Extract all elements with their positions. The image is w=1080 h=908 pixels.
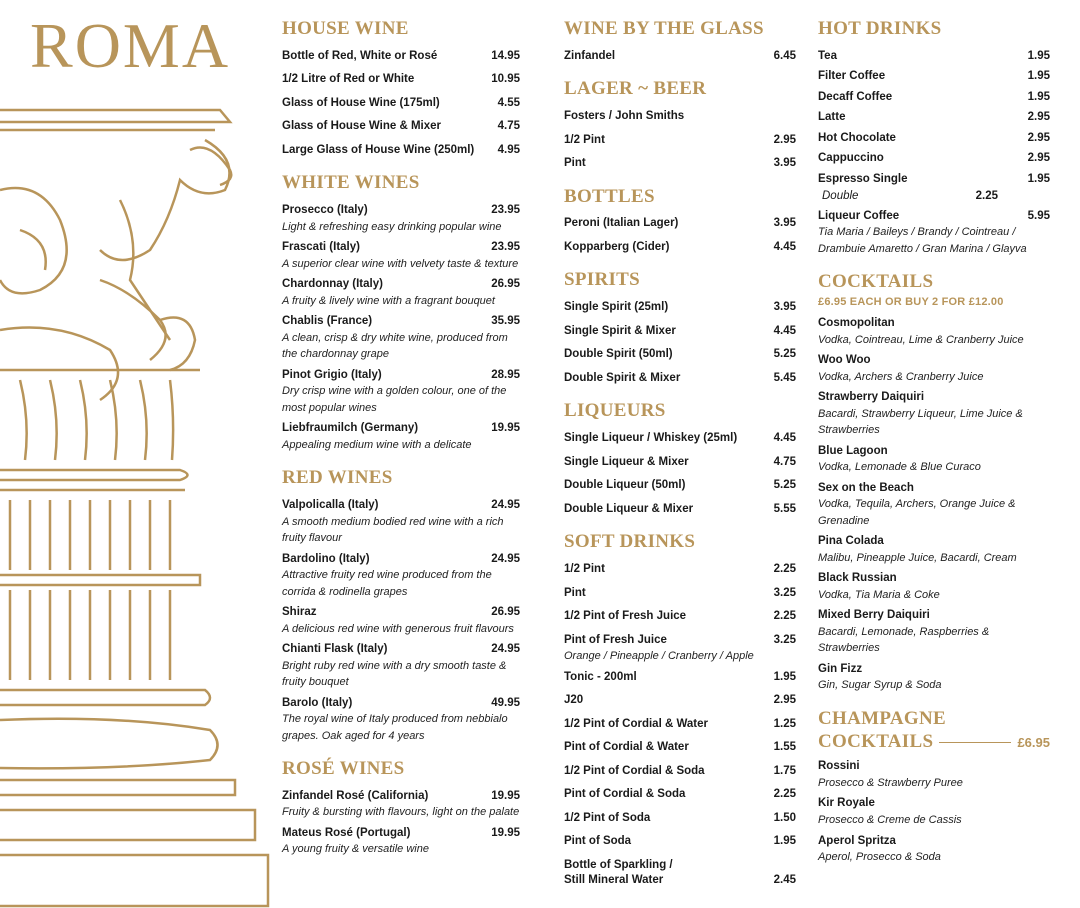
menu-item-price: 2.45 bbox=[773, 874, 796, 887]
menu-item-name: Woo Woo bbox=[818, 354, 871, 367]
menu-item-desc: The royal wine of Italy produced from nebbialo grapes. Oak aged for 4 years bbox=[282, 713, 508, 742]
menu-item-desc: Prosecco & Strawberry Puree bbox=[818, 776, 963, 789]
menu-column-2 bbox=[564, 18, 796, 903]
menu-item-name: Peroni (Italian Lager) bbox=[564, 217, 679, 230]
menu-item-price: 23.95 bbox=[491, 204, 520, 217]
hot-drinks-section bbox=[818, 18, 1050, 257]
menu-item-price: 2.95 bbox=[1027, 111, 1050, 124]
lager-beer-section bbox=[564, 78, 796, 171]
menu-item-price: 4.55 bbox=[497, 96, 520, 109]
menu-item-name: Kopparberg (Cider) bbox=[564, 240, 670, 253]
menu-column-3 bbox=[818, 18, 1050, 880]
menu-item-desc: Aperol, Prosecco & Soda bbox=[818, 851, 941, 864]
menu-item-price: 4.75 bbox=[497, 120, 520, 133]
menu-item-price: 1.25 bbox=[773, 717, 796, 730]
menu-item-name: Single Liqueur / Whiskey (25ml) bbox=[564, 432, 738, 445]
menu-item-name: Glass of House Wine (175ml) bbox=[282, 96, 440, 109]
menu-item-name: Latte bbox=[818, 111, 846, 124]
divider-line bbox=[939, 742, 1011, 743]
menu-item-desc: Bright ruby red wine with a dry smooth taste & fruity bouquet bbox=[282, 659, 507, 689]
menu-item-name: Black Russian bbox=[818, 572, 897, 585]
brand-logo: ROMA bbox=[30, 10, 231, 81]
menu-item-price: 19.95 bbox=[491, 826, 520, 839]
section-title: LAGER ~ BEER bbox=[564, 78, 707, 100]
menu-item-name: Filter Coffee bbox=[818, 70, 886, 83]
menu-item-name: Pint of Soda bbox=[564, 835, 632, 848]
menu-item-desc: Bacardi, Strawberry Liqueur, Lime Juice & Strawberries bbox=[818, 407, 1023, 437]
menu-item-name: 1/2 Pint of Cordial & Soda bbox=[564, 764, 705, 777]
menu-item-price: 4.45 bbox=[773, 432, 796, 445]
menu-item-name: Single Liqueur & Mixer bbox=[564, 455, 689, 468]
menu-item-name: Shiraz bbox=[282, 606, 317, 619]
menu-item-desc: A fruity & lively wine with a fragrant bouquet bbox=[282, 294, 495, 307]
menu-item-price: 5.25 bbox=[773, 348, 796, 361]
red-wines-section bbox=[282, 467, 520, 744]
menu-item-name: Strawberry Daiquiri bbox=[818, 391, 925, 404]
menu-item-price: 4.75 bbox=[773, 455, 796, 468]
section-title: CHAMPAGNE bbox=[818, 707, 946, 729]
menu-item-name: Bardolino (Italy) bbox=[282, 552, 370, 565]
menu-item-price: 2.25 bbox=[773, 563, 796, 575]
menu-item-price: 23.95 bbox=[491, 241, 520, 254]
menu-item-name: Kir Royale bbox=[818, 797, 875, 810]
menu-item-price: 2.95 bbox=[773, 694, 796, 707]
menu-item-price: 1.95 bbox=[1027, 70, 1050, 83]
menu-item-name: Fosters / John Smiths bbox=[564, 110, 685, 123]
menu-item-name: Valpolicalla (Italy) bbox=[282, 499, 379, 512]
menu-item-name: Prosecco (Italy) bbox=[282, 204, 368, 217]
cocktails-section bbox=[818, 271, 1050, 693]
menu-item-name: Espresso Single bbox=[818, 172, 908, 185]
menu-item-price: 3.25 bbox=[773, 633, 796, 646]
soft-drinks-section bbox=[564, 531, 796, 889]
menu-column-1 bbox=[282, 18, 520, 872]
rose-wines-section bbox=[282, 758, 520, 858]
menu-item-name: Large Glass of House Wine (250ml) bbox=[282, 143, 475, 156]
menu-item-price: 3.95 bbox=[773, 301, 796, 314]
menu-item-name: Gin Fizz bbox=[818, 662, 863, 675]
menu-item-desc: Vodka, Tequila, Archers, Orange Juice & Grenadine bbox=[818, 498, 1016, 527]
menu-item-price: 1.95 bbox=[1027, 49, 1050, 62]
menu-item-price: 35.95 bbox=[491, 315, 520, 328]
section-title: LIQUEURS bbox=[564, 400, 666, 422]
menu-item-price: 24.95 bbox=[491, 643, 520, 656]
menu-item-price: 5.45 bbox=[773, 371, 796, 384]
menu-item-price: 2.95 bbox=[1027, 131, 1050, 144]
menu-item-price: 2.95 bbox=[1027, 152, 1050, 165]
menu-item-desc: Malibu, Pineapple Juice, Bacardi, Cream bbox=[818, 551, 1017, 564]
menu-item-name: Pina Colada bbox=[818, 535, 884, 548]
menu-item-desc: Prosecco & Creme de Cassis bbox=[818, 814, 962, 826]
menu-item-desc: A smooth medium bodied red wine with a rich fruity flavour bbox=[282, 515, 504, 545]
menu-item-desc: A superior clear wine with velvety taste & texture bbox=[282, 257, 519, 270]
champagne-price: £6.95 bbox=[1017, 734, 1050, 750]
section-title: HOT DRINKS bbox=[818, 18, 942, 39]
menu-item-name: Pint of Cordial & Water bbox=[564, 741, 689, 754]
wine-by-glass-section bbox=[564, 18, 796, 64]
menu-item-name: Liebfraumilch (Germany) bbox=[282, 422, 419, 435]
menu-item-price: 26.95 bbox=[491, 606, 520, 619]
menu-item-price: 49.95 bbox=[491, 696, 520, 709]
menu-item-name: Cosmopolitan bbox=[818, 317, 895, 330]
menu-item-price: 3.95 bbox=[773, 217, 796, 230]
menu-item-desc: Orange / Pineapple / Cranberry / Apple bbox=[564, 650, 754, 663]
section-title: SOFT DRINKS bbox=[564, 531, 696, 553]
menu-item-name: Double bbox=[822, 190, 859, 203]
section-title: RED WINES bbox=[282, 467, 393, 489]
menu-item-name: Zinfandel Rosé (California) bbox=[282, 789, 429, 802]
menu-item-name: Aperol Spritza bbox=[818, 834, 896, 847]
menu-item-desc: Gin, Sugar Syrup & Soda bbox=[818, 679, 942, 692]
menu-item-name: Decaff Coffee bbox=[818, 90, 893, 103]
menu-item-desc: Dry crisp wine with a golden colour, one of the most popular wines bbox=[282, 385, 507, 414]
menu-item-desc: A clean, crisp & dry white wine, produced from the chardonnay grape bbox=[282, 331, 508, 361]
menu-item-name: Sex on the Beach bbox=[818, 481, 914, 494]
spirits-section bbox=[564, 269, 796, 386]
menu-item-name: Pint of Cordial & Soda bbox=[564, 788, 686, 801]
menu-item-price: 19.95 bbox=[491, 422, 520, 435]
menu-item-price: 3.95 bbox=[773, 157, 796, 170]
menu-item-price: 1.95 bbox=[773, 835, 796, 848]
menu-item-price: 1.95 bbox=[773, 670, 796, 683]
menu-item-name: Chablis (France) bbox=[282, 315, 373, 328]
menu-item-name: Bottle of Sparkling / Still Mineral Water bbox=[564, 858, 673, 887]
section-title: SPIRITS bbox=[564, 269, 641, 291]
white-wines-section bbox=[282, 172, 520, 453]
menu-item-desc: A delicious red wine with generous fruit flavours bbox=[282, 622, 514, 635]
column-illustration bbox=[0, 80, 270, 908]
menu-item-desc: A young fruity & versatile wine bbox=[282, 843, 429, 856]
champagne-cocktails-section bbox=[818, 708, 1050, 866]
menu-item-price: 5.95 bbox=[1027, 209, 1050, 222]
menu-item-price: 2.25 bbox=[975, 190, 998, 203]
menu-item-name: Tea bbox=[818, 49, 837, 62]
menu-item-price: 1.95 bbox=[1027, 90, 1050, 103]
menu-item-price: 19.95 bbox=[491, 789, 520, 802]
menu-item-name: Pint bbox=[564, 157, 586, 170]
menu-item-price: 6.45 bbox=[773, 49, 796, 62]
menu-item-name: Chardonnay (Italy) bbox=[282, 278, 383, 291]
house-wine-section bbox=[282, 18, 520, 158]
section-title: WINE BY THE GLASS bbox=[564, 18, 764, 39]
cocktail-offer: £6.95 EACH OR BUY 2 FOR £12.00 bbox=[818, 296, 1004, 309]
menu-item-price: 1.55 bbox=[773, 741, 796, 754]
section-title: WHITE WINES bbox=[282, 172, 420, 194]
menu-item-desc: Attractive fruity red wine produced from the corrida & rodinella grapes bbox=[282, 569, 492, 598]
menu-item-name: Barolo (Italy) bbox=[282, 696, 353, 709]
section-title: COCKTAILS bbox=[818, 730, 934, 752]
menu-item-name: 1/2 Pint bbox=[564, 133, 605, 146]
menu-item-desc: Light & refreshing easy drinking popular wine bbox=[282, 220, 502, 233]
menu-item-name: Chianti Flask (Italy) bbox=[282, 643, 388, 656]
section-title: HOUSE WINE bbox=[282, 18, 409, 39]
section-title: COCKTAILS bbox=[818, 271, 934, 293]
section-title: ROSÉ WINES bbox=[282, 758, 405, 780]
menu-item-price: 14.95 bbox=[491, 49, 520, 62]
menu-item-price: 28.95 bbox=[491, 368, 520, 381]
menu-item-desc: Fruity & bursting with flavours, light on the palate bbox=[282, 806, 520, 819]
menu-item-name: Rossini bbox=[818, 760, 860, 773]
menu-item-name: Single Spirit & Mixer bbox=[564, 324, 676, 337]
menu-item-price: 2.25 bbox=[773, 610, 796, 623]
menu-item-name: Single Spirit (25ml) bbox=[564, 301, 669, 314]
menu-item-price: 24.95 bbox=[491, 552, 520, 565]
menu-item-price: 1.95 bbox=[1027, 172, 1050, 185]
menu-item-name: Mateus Rosé (Portugal) bbox=[282, 826, 411, 839]
menu-item-desc: Vodka, Lemonade & Blue Curaco bbox=[818, 461, 981, 474]
menu-item-price bbox=[758, 109, 796, 125]
menu-item-name: Pinot Grigio (Italy) bbox=[282, 368, 382, 381]
menu-item-name: Hot Chocolate bbox=[818, 131, 896, 144]
menu-item-name: Zinfandel bbox=[564, 49, 616, 62]
menu-item-price: 2.25 bbox=[773, 788, 796, 801]
menu-item-desc: Vodka, Tia Maria & Coke bbox=[818, 588, 940, 601]
menu-item-price: 10.95 bbox=[491, 73, 520, 86]
liqueurs-section bbox=[564, 400, 796, 517]
menu-item-name: Tonic - 200ml bbox=[564, 670, 637, 683]
menu-item-desc: Vodka, Archers & Cranberry Juice bbox=[818, 370, 984, 383]
menu-item-name: Liqueur Coffee bbox=[818, 209, 900, 222]
menu-item-price: 4.45 bbox=[773, 240, 796, 253]
menu-item-name: 1/2 Pint bbox=[564, 563, 605, 575]
menu-item-price: 1.75 bbox=[773, 764, 796, 777]
menu-item-name: Double Liqueur (50ml) bbox=[564, 479, 686, 492]
menu-item-desc: Bacardi, Lemonade, Raspberries & Strawberries bbox=[818, 625, 990, 655]
menu-item-name: Double Spirit & Mixer bbox=[564, 371, 681, 384]
menu-item-name: Cappuccino bbox=[818, 152, 884, 165]
menu-item-price: 24.95 bbox=[491, 499, 520, 512]
menu-item-price: 4.95 bbox=[497, 143, 520, 156]
menu-item-desc: Appealing medium wine with a delicate bbox=[282, 438, 472, 451]
menu-item-name: Frascati (Italy) bbox=[282, 241, 360, 254]
menu-item-price: 1.50 bbox=[773, 811, 796, 824]
menu-item-name: Pint bbox=[564, 586, 586, 599]
section-title: BOTTLES bbox=[564, 185, 655, 207]
menu-item-desc: Vodka, Cointreau, Lime & Cranberry Juice bbox=[818, 333, 1024, 346]
menu-item-name: Mixed Berry Daiquiri bbox=[818, 609, 930, 622]
menu-item-name: Double Spirit (50ml) bbox=[564, 348, 673, 361]
bottles-section bbox=[564, 186, 796, 256]
menu-item-name: Blue Lagoon bbox=[818, 444, 888, 457]
menu-item-name: Bottle of Red, White or Rosé bbox=[282, 49, 438, 62]
menu-item-name: Pint of Fresh Juice bbox=[564, 633, 667, 646]
menu-item-price: 5.25 bbox=[773, 479, 796, 492]
menu-item-price: 26.95 bbox=[491, 278, 520, 291]
menu-item-name: J20 bbox=[564, 694, 584, 707]
menu-item-desc: Tia Maria / Baileys / Brandy / Cointreau / Drambuie Amaretto / Gran Marina / Glayva bbox=[818, 226, 1027, 255]
menu-item-name: 1/2 Litre of Red or White bbox=[282, 73, 415, 86]
menu-item-price: 4.45 bbox=[773, 324, 796, 337]
menu-item-name: Glass of House Wine & Mixer bbox=[282, 120, 442, 133]
menu-item-price: 2.95 bbox=[773, 133, 796, 146]
menu-item-name: Double Liqueur & Mixer bbox=[564, 502, 694, 515]
menu-item-name: 1/2 Pint of Cordial & Water bbox=[564, 717, 708, 730]
menu-item-price: 3.25 bbox=[773, 586, 796, 599]
menu-item-name: 1/2 Pint of Soda bbox=[564, 811, 651, 824]
menu-item-price: 5.55 bbox=[773, 502, 796, 515]
menu-item-name: 1/2 Pint of Fresh Juice bbox=[564, 610, 687, 623]
